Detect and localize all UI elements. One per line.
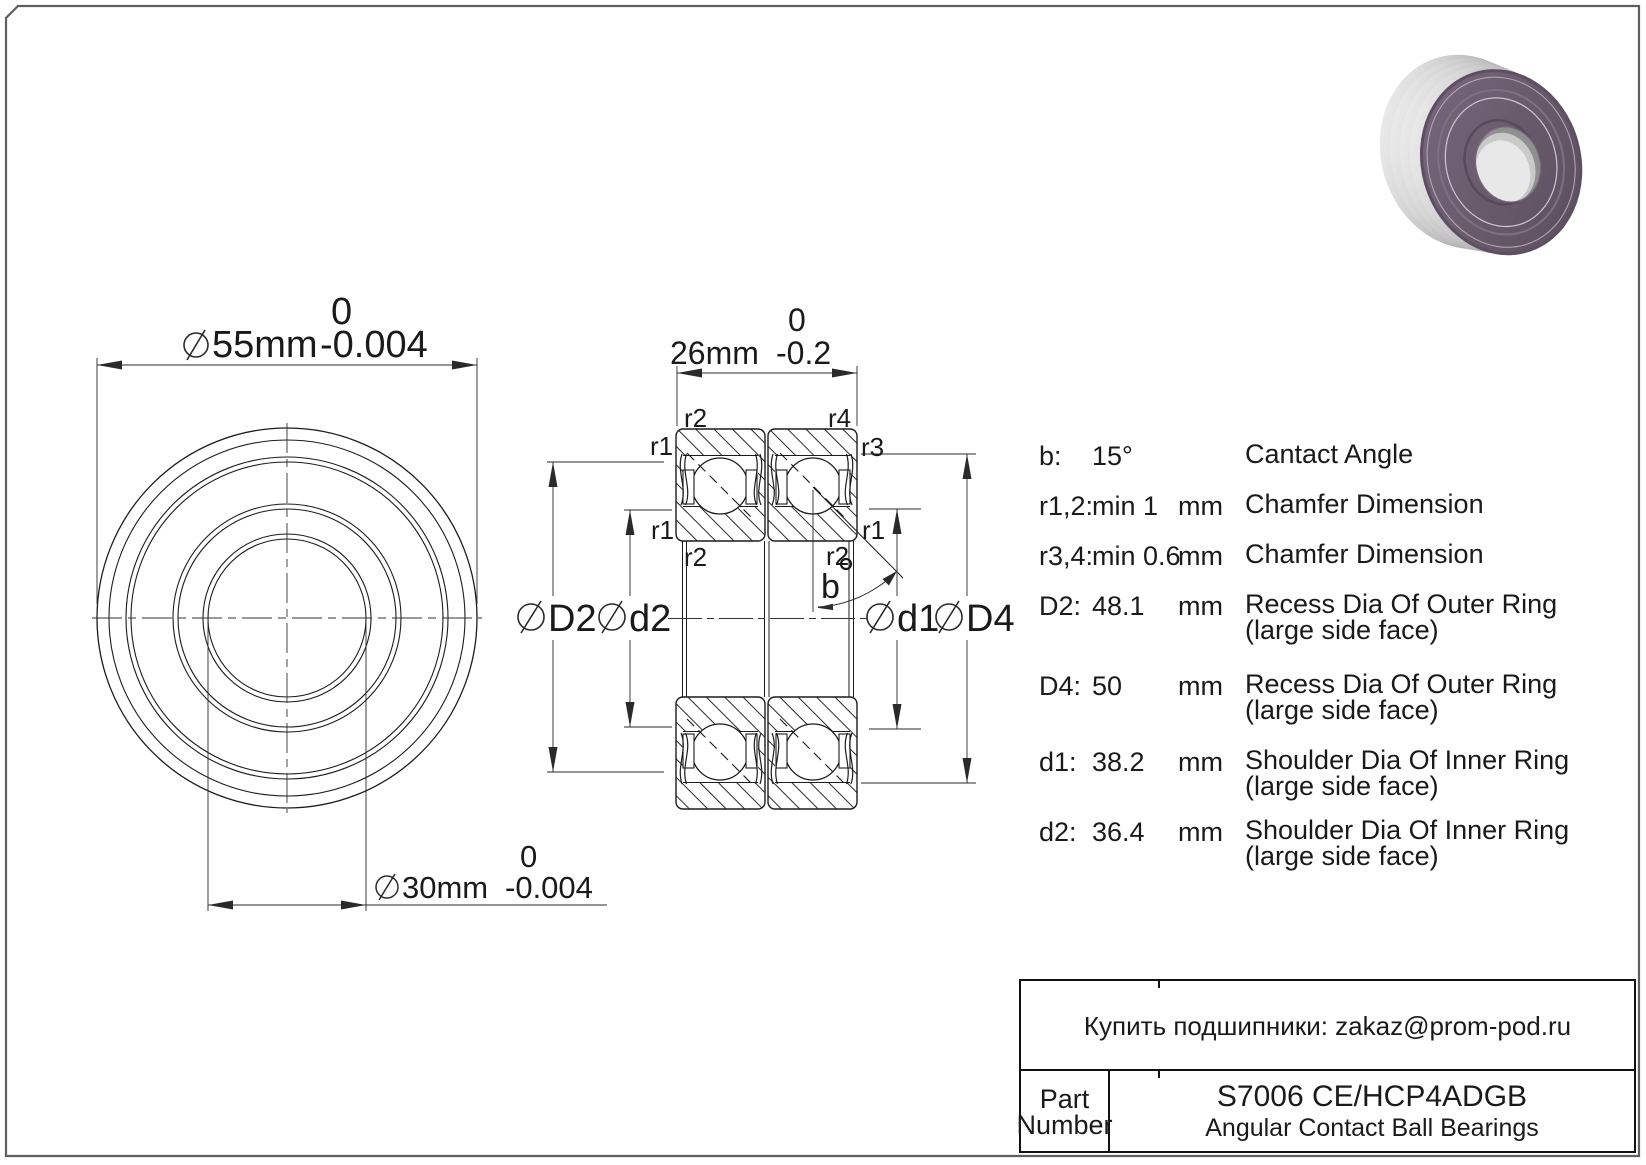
arrow-right	[832, 369, 857, 378]
diameter-symbol-icon	[184, 330, 208, 360]
spec-param: d1:	[1039, 747, 1077, 777]
contact-text: Купить подшипники: zakaz@prom-pod.ru	[1083, 1011, 1572, 1041]
spec-value: 15°	[1092, 441, 1133, 471]
dim-tol-lower: -0.004	[320, 324, 428, 366]
spec-param: D2:	[1039, 591, 1082, 621]
r2-label: r2	[684, 542, 708, 572]
dim-size: 26mm	[670, 335, 759, 371]
spec-desc: Chamfer Dimension	[1245, 489, 1484, 519]
arrow-left	[97, 361, 122, 370]
dim-size: 30mm	[402, 870, 489, 905]
dim-size: 55mm	[212, 324, 318, 366]
dim-bore-diameter	[208, 622, 607, 911]
table-divider	[1021, 1069, 1634, 1071]
dim-tol-lower: -0.2	[776, 335, 832, 371]
arrow-left	[208, 901, 233, 910]
part-category: Angular Contact Ball Bearings	[1205, 1114, 1539, 1142]
dim-tol-upper: 0	[520, 839, 538, 874]
diameter-symbol-icon	[599, 601, 625, 633]
spec-value: 38.2	[1092, 747, 1145, 777]
arrow-right	[341, 901, 366, 910]
spec-value: min 0.6	[1092, 541, 1181, 571]
dia-label: d2	[629, 598, 672, 640]
table-center-tick	[1158, 981, 1160, 988]
dia-label: D2	[548, 598, 597, 640]
spec-desc: Shoulder Dia Of Inner Ring (large side face)	[1245, 815, 1570, 871]
order-table	[1016, 979, 1636, 1153]
r2-label: r2	[826, 541, 850, 571]
part-label-line1: Part	[1039, 1084, 1090, 1114]
spec-desc: Chamfer Dimension	[1245, 539, 1484, 569]
dia-label: D4	[966, 598, 1015, 640]
diameter-symbol-icon	[936, 601, 962, 633]
spec-desc: Shoulder Dia Of Inner Ring (large side face)	[1245, 745, 1570, 801]
spec-desc: Recess Dia Of Outer Ring (large side face)	[1245, 589, 1558, 645]
spec-param: r3,4:	[1039, 541, 1094, 571]
r4-label: r4	[828, 403, 852, 433]
spec-value: min 1	[1092, 491, 1159, 521]
r1-label: r1	[651, 515, 675, 545]
dim-tol-upper: 0	[331, 291, 353, 333]
r3-label: r3	[861, 432, 885, 462]
spec-value: 48.1	[1092, 591, 1145, 621]
spec-value: 36.4	[1092, 817, 1145, 847]
spec-param: d2:	[1039, 817, 1077, 847]
spec-unit: mm	[1178, 491, 1223, 521]
arc-arrow-right	[883, 571, 898, 586]
diameter-symbol-icon	[867, 601, 893, 633]
spec-desc: Cantact Angle	[1245, 439, 1414, 469]
bearing-photo	[1357, 27, 1604, 285]
spec-unit: mm	[1178, 747, 1223, 777]
spec-param: b:	[1039, 441, 1062, 471]
spec-unit: mm	[1178, 817, 1223, 847]
spec-unit: mm	[1178, 541, 1223, 571]
spec-unit: mm	[1178, 591, 1223, 621]
dim-tol-lower: -0.004	[505, 870, 593, 905]
arrow-right	[452, 361, 477, 370]
part-label-line2: Number	[1016, 1110, 1113, 1140]
spec-param: D4:	[1039, 671, 1082, 701]
spec-value: 50	[1092, 671, 1123, 701]
dia-label: d1	[897, 598, 940, 640]
table-center-tick	[1158, 1071, 1160, 1078]
r2-label: r2	[684, 403, 708, 433]
part-number-value: S7006 CE/HCP4ADGB	[1216, 1080, 1528, 1113]
r1-label: r1	[862, 515, 886, 545]
front-view-centerlines	[92, 423, 482, 813]
spec-param: r1,2:	[1039, 491, 1094, 521]
spec-desc: Recess Dia Of Outer Ring (large side face)	[1245, 669, 1558, 725]
section-balls	[692, 458, 841, 780]
diameter-symbol-icon	[376, 874, 398, 900]
dim-tol-upper: 0	[788, 302, 806, 338]
r1-label: r1	[650, 431, 674, 461]
diameter-symbol-icon	[518, 601, 544, 633]
angle-label: b	[821, 568, 840, 606]
spec-unit: mm	[1178, 671, 1223, 701]
part-number-label	[1016, 1071, 1113, 1153]
